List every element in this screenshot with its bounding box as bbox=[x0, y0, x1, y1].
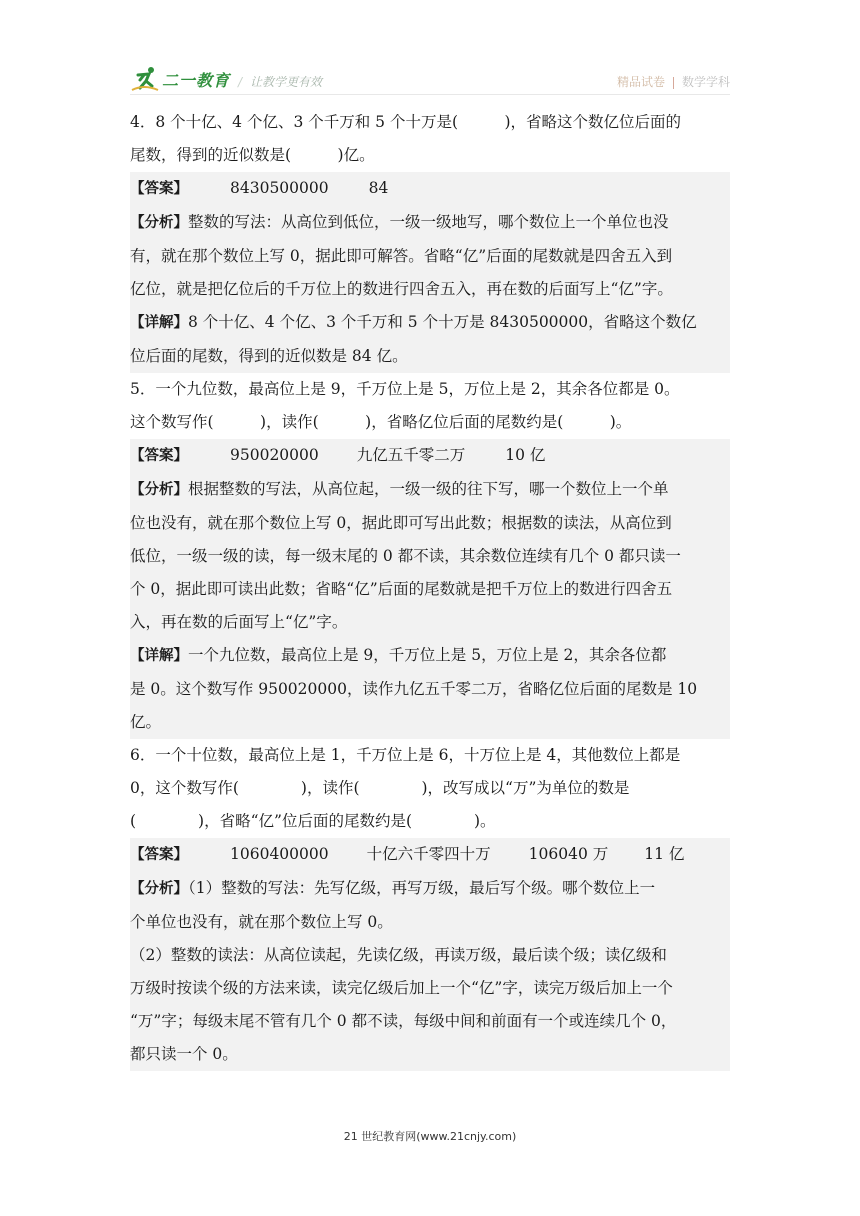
q5-stem-line-2: 这个数写作( )，读作( )，省略亿位后面的尾数约是( )。 bbox=[130, 413, 632, 431]
q6-analysis-line-4: 万级时按读个级的方法来读，读完亿级后加上一个“亿”字，读完万级后加上一个 bbox=[130, 979, 673, 997]
q4-analysis-line-3: 亿位，就是把亿位后的千万位上的数进行四舍五入，再在数的后面写上“亿”字。 bbox=[130, 280, 673, 298]
q6-stem-line-1: 6．一个十位数，最高位上是 1，千万位上是 6，十万位上是 4，其他数位上都是 bbox=[130, 746, 681, 764]
header-rule bbox=[130, 94, 730, 95]
q6-analysis-line-2: 个单位也没有，就在那个数位上写 0。 bbox=[130, 913, 393, 931]
q5-analysis-line-3: 低位，一级一级的读，每一级末尾的 0 都不读，其余数位连续有几个 0 都只读一 bbox=[130, 547, 681, 565]
header-category: 精品试卷 bbox=[616, 75, 665, 89]
analysis-tag: 【分析】 bbox=[130, 482, 188, 498]
q5-detail-text-1: 一个九位数，最高位上是 9，千万位上是 5，万位上是 2，其余各位都 bbox=[188, 646, 667, 664]
q6-answer-1: 1060400000 bbox=[230, 845, 329, 863]
q4-detail-line-2: 位后面的尾数，得到的近似数是 84 亿。 bbox=[130, 347, 408, 365]
analysis-tag: 【分析】 bbox=[130, 215, 188, 231]
q5-detail-line-2: 是 0。这个数写作 950020000，读作九亿五千零二万，省略亿位后面的尾数是 10 bbox=[130, 680, 698, 698]
header-subject-name: 数学学科 bbox=[681, 75, 730, 89]
q6-analysis-line-6: 都只读一个 0。 bbox=[130, 1045, 238, 1063]
slogan-text: 让教学更有效 bbox=[250, 75, 323, 89]
q5-analysis-text-1: 根据整数的写法，从高位起，一级一级的往下写，哪一个数位上一个单 bbox=[188, 480, 669, 498]
detail-tag: 【详解】 bbox=[130, 315, 188, 331]
q4-stem-line-1: 4．8 个十亿、4 个亿、3 个千万和 5 个十万是( )，省略这个数亿位后面的 bbox=[130, 113, 682, 131]
logo-text: 二一教育 bbox=[162, 70, 231, 90]
q4-answer-2: 84 bbox=[368, 179, 389, 197]
answer-tag: 【答案】 bbox=[130, 448, 188, 464]
q5-answer-3: 10 亿 bbox=[505, 446, 546, 464]
q6-answer-2: 十亿六千零四十万 bbox=[366, 845, 491, 863]
q6-stem-line-3: ( )，省略“亿”位后面的尾数约是( )。 bbox=[130, 812, 496, 830]
slogan-separator: / bbox=[238, 75, 243, 89]
document-body bbox=[130, 106, 730, 1071]
q6-stem-line-2: 0，这个数写作( )，读作( )，改写成以“万”为单位的数是 bbox=[130, 779, 630, 797]
q5-answer-1: 950020000 bbox=[230, 446, 319, 464]
q5-solution bbox=[130, 439, 730, 739]
q5-analysis-line-4: 个 0，据此即可读出此数；省略“亿”后面的尾数就是把千万位上的数进行四舍五 bbox=[130, 580, 673, 598]
q4-detail-text-1: 8 个十亿、4 个亿、3 个千万和 5 个十万是 8430500000，省略这个数亿 bbox=[188, 313, 697, 331]
logo bbox=[130, 66, 230, 92]
answer-tag: 【答案】 bbox=[130, 847, 188, 863]
running-figure-icon bbox=[130, 66, 160, 92]
q5-answer-2: 九亿五千零二万 bbox=[356, 446, 466, 464]
answer-tag: 【答案】 bbox=[130, 181, 188, 197]
q6-analysis-text-1: （1）整数的写法：先写亿级，再写万级，最后写个级。哪个数位上一 bbox=[188, 879, 656, 897]
page-footer: 21 世纪教育网(www.21cnjy.com) bbox=[343, 1130, 517, 1143]
q4-stem-line-2: 尾数，得到的近似数是( )亿。 bbox=[130, 146, 375, 164]
q5-stem-line-1: 5．一个九位数，最高位上是 9，千万位上是 5，万位上是 2，其余各位都是 0。 bbox=[130, 380, 680, 398]
q5-analysis-line-1 bbox=[130, 473, 730, 507]
q4-analysis-text-1: 整数的写法：从高位到低位，一级一级地写，哪个数位上一个单位也没 bbox=[188, 213, 669, 231]
q4-answer-1: 8430500000 bbox=[230, 179, 329, 197]
header-subject bbox=[617, 73, 730, 90]
q4-solution bbox=[130, 172, 730, 373]
q6-analysis-line-3: （2）整数的读法：从高位读起，先读亿级，再读万级，最后读个级；读亿级和 bbox=[130, 946, 667, 964]
detail-tag: 【详解】 bbox=[130, 648, 188, 664]
q5-detail-line-3: 亿。 bbox=[130, 713, 162, 731]
analysis-tag: 【分析】 bbox=[130, 881, 188, 897]
header-divider bbox=[673, 77, 674, 89]
q5-answer-row bbox=[130, 439, 730, 473]
q5-analysis-line-2: 位也没有，就在那个数位上写 0，据此即可写出此数；根据数的读法，从高位到 bbox=[130, 514, 672, 532]
slogan bbox=[238, 73, 322, 90]
q4-detail-line-1 bbox=[130, 306, 730, 340]
page-header bbox=[130, 64, 730, 94]
q6-answer-3: 106040 万 bbox=[528, 845, 609, 863]
q6-solution bbox=[130, 838, 730, 1071]
q6-answer-4: 11 亿 bbox=[644, 845, 685, 863]
q6-analysis-line-1 bbox=[130, 872, 730, 906]
q6-answer-row bbox=[130, 838, 730, 872]
q5-detail-line-1 bbox=[130, 639, 730, 673]
q4-answer-row bbox=[130, 172, 730, 206]
q6-analysis-line-5: “万”字；每级末尾不管有几个 0 都不读，每级中间和前面有一个或连续几个 0， bbox=[130, 1012, 677, 1030]
q4-analysis-line-2: 有，就在那个数位上写 0，据此即可解答。省略“亿”后面的尾数就是四舍五入到 bbox=[130, 247, 673, 265]
q4-analysis-line-1 bbox=[130, 206, 730, 240]
q5-analysis-line-5: 入，再在数的后面写上“亿”字。 bbox=[130, 613, 348, 631]
